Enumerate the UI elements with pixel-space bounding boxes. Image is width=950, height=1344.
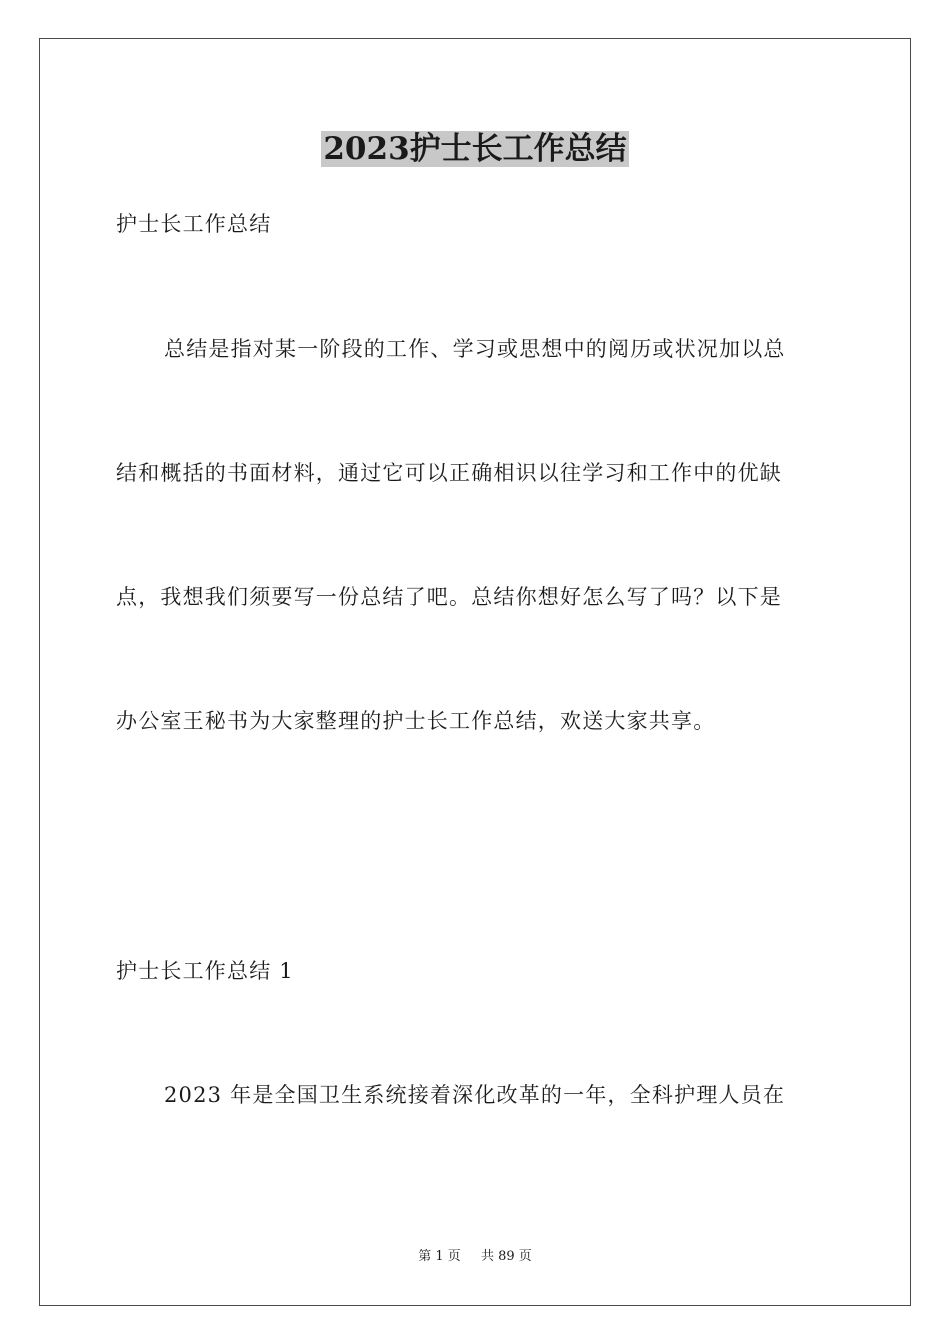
document-title: 2023护士长工作总结: [323, 131, 627, 167]
section-1-line-1: 2023 年是全国卫生系统接着深化改革的一年，全科护理人员在: [164, 1083, 786, 1107]
intro-line-3: 点，我想我们须要写一份总结了吧。总结你想好怎么写了吗？以下是: [116, 585, 782, 609]
page-number: 第 1 页: [418, 1249, 461, 1264]
intro-line-4: 办公室王秘书为大家整理的护士长工作总结，欢送大家共享。: [116, 709, 716, 733]
page-footer: [0, 1248, 950, 1266]
page-total: 共 89 页: [480, 1249, 532, 1264]
document-subtitle: 护士长工作总结: [116, 212, 272, 236]
intro-line-2: 结和概括的书面材料，通过它可以正确相识以往学习和工作中的优缺: [116, 461, 782, 485]
intro-line-1: 总结是指对某一阶段的工作、学习或思想中的阅历或状况加以总: [164, 337, 786, 361]
section-1-heading: 护士长工作总结 1: [116, 959, 294, 983]
